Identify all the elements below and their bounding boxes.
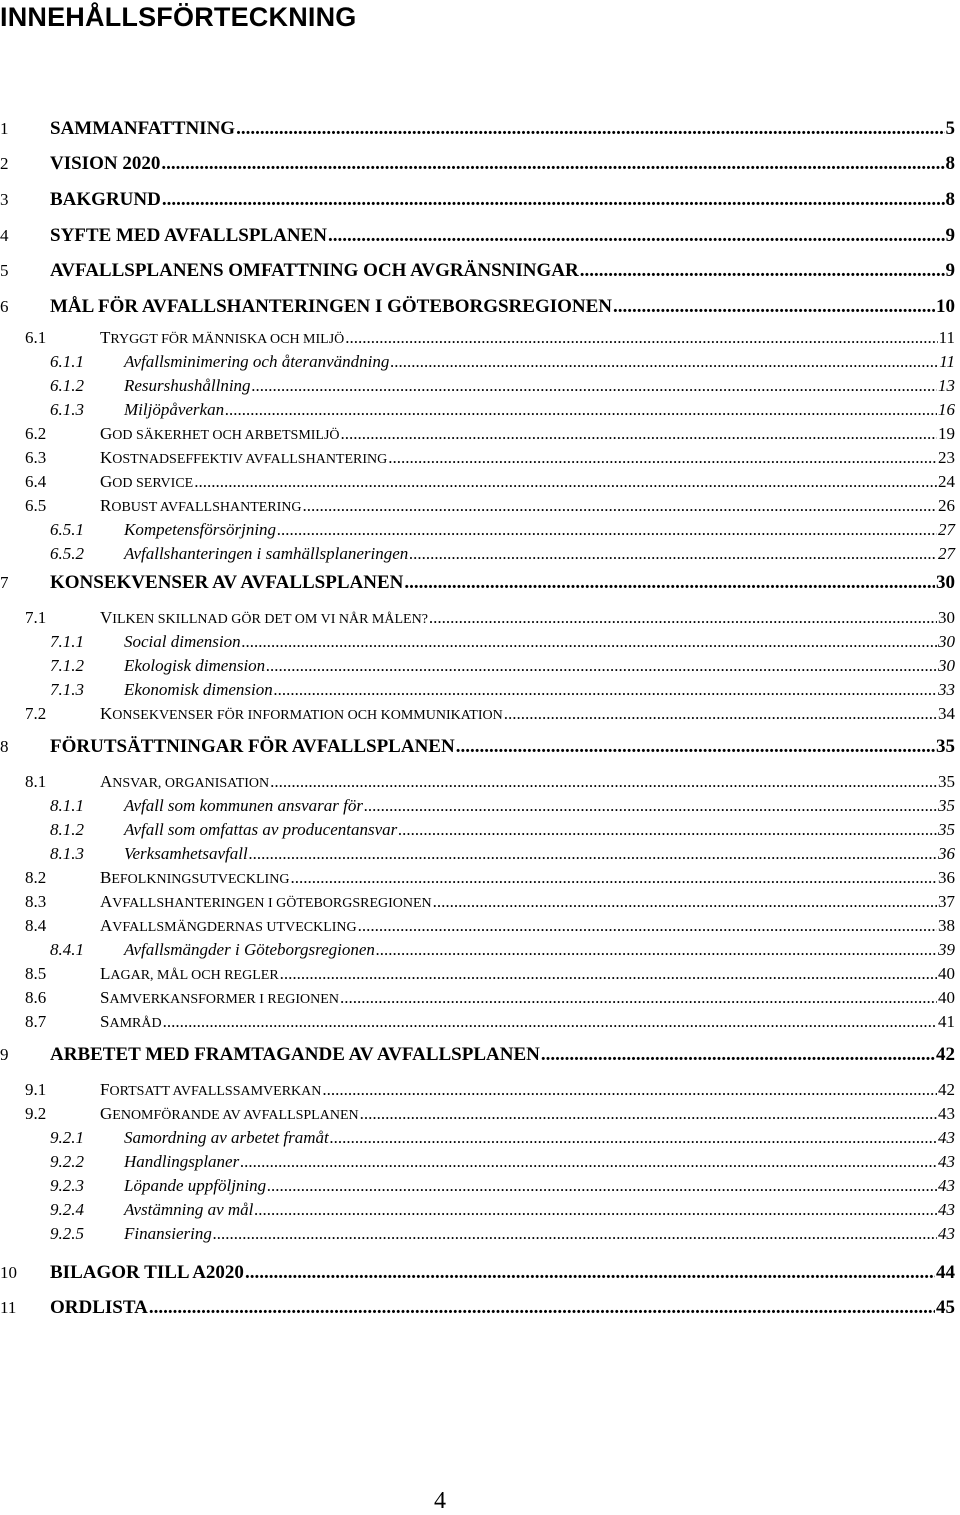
- toc-entry-number: 6.4: [25, 472, 47, 491]
- toc-entry-title: SAMRÅD: [100, 1012, 162, 1031]
- toc-entry-page: 42: [938, 1080, 955, 1099]
- toc-entry-page: 44: [936, 1262, 955, 1283]
- toc-entry-page: 30: [938, 632, 955, 651]
- toc-entry[interactable]: [0, 1078, 955, 1102]
- toc-entry-title: FORTSATT AVFALLSSAMVERKAN: [100, 1080, 322, 1099]
- toc-entry-title: KONSEKVENSER FÖR INFORMATION OCH KOMMUNIKATION: [100, 704, 503, 723]
- toc-entry[interactable]: [0, 842, 955, 866]
- toc-entry-number: 6.1.1: [50, 352, 84, 371]
- toc-entry-page: 43: [938, 1128, 955, 1147]
- toc-entry[interactable]: [0, 374, 955, 398]
- toc-entry-title: LAGAR, MÅL OCH REGLER: [100, 964, 279, 983]
- toc-entry[interactable]: [0, 818, 955, 842]
- toc-entry[interactable]: [0, 259, 955, 283]
- dot-leader: [613, 295, 935, 319]
- toc-entry-title: Handlingsplaner: [124, 1152, 240, 1171]
- toc-entry-number: 8.3: [25, 892, 47, 911]
- toc-entry-page: 30: [938, 608, 955, 627]
- toc-entry-number: 9.2.2: [50, 1152, 84, 1171]
- dot-leader: [236, 117, 944, 141]
- toc-entry-title: Samordning av arbetet framåt: [124, 1128, 329, 1147]
- toc-entry-title: GENOMFÖRANDE AV AVFALLSPLANEN: [100, 1104, 359, 1123]
- dot-leader: [340, 986, 937, 1010]
- toc-entry-number: 8.7: [25, 1012, 47, 1031]
- toc-entry-page: 43: [938, 1200, 955, 1219]
- toc-entry-number: 8.1: [25, 772, 47, 791]
- dot-leader: [433, 890, 937, 914]
- dot-leader: [360, 1102, 937, 1126]
- toc-entry-page: 8: [945, 153, 955, 174]
- toc-entry[interactable]: [0, 1261, 955, 1285]
- toc-entry-title: KONSEKVENSER AV AVFALLSPLANEN: [50, 572, 404, 593]
- dot-leader: [252, 374, 937, 398]
- dot-leader: [254, 1198, 937, 1222]
- toc-entry-page: 27: [938, 520, 955, 539]
- toc-entry[interactable]: [0, 446, 955, 470]
- toc-entry-title: BEFOLKNINGSUTVECKLING: [100, 868, 290, 887]
- toc-entry-page: 33: [938, 680, 955, 699]
- toc-entry[interactable]: [0, 494, 955, 518]
- toc-entry[interactable]: [0, 224, 955, 248]
- toc-entry-number: 9: [0, 1045, 9, 1064]
- toc-entry-page: 35: [938, 796, 955, 815]
- toc-entry[interactable]: [0, 1198, 955, 1222]
- dot-leader: [274, 678, 937, 702]
- toc-entry-title: Miljöpåverkan: [124, 400, 225, 419]
- toc-entry[interactable]: [0, 542, 955, 566]
- toc-entry-title: FÖRUTSÄTTNINGAR FÖR AVFALLSPLANEN: [50, 736, 455, 757]
- toc-entry-number: 7.1.1: [50, 632, 84, 651]
- toc-entry-title: Ekologisk dimension: [124, 656, 266, 675]
- toc-entry-page: 40: [938, 964, 955, 983]
- toc-entry-title: AVFALLSMÄNGDERNAS UTVECKLING: [100, 916, 357, 935]
- toc-entry-page: 11: [938, 328, 955, 347]
- toc-entry-title: Avfall som kommunen ansvarar för: [124, 796, 363, 815]
- toc-entry-number: 2: [0, 154, 9, 173]
- dot-leader: [330, 1126, 937, 1150]
- toc-entry-page: 39: [938, 940, 955, 959]
- toc-entry-number: 6.3: [25, 448, 47, 467]
- toc-entry-title: MÅL FÖR AVFALLSHANTERINGEN I GÖTEBORGSREGIONEN: [50, 296, 613, 317]
- toc-entry-number: 9.2.1: [50, 1128, 84, 1147]
- dot-leader: [388, 446, 937, 470]
- dot-leader: [398, 818, 937, 842]
- toc-entry[interactable]: [0, 1126, 955, 1150]
- toc-entry-page: 9: [945, 260, 955, 281]
- dot-leader: [541, 1043, 935, 1067]
- dot-leader: [161, 152, 944, 176]
- toc-entry-title: Avfallsminimering och återanvändning: [124, 352, 390, 371]
- toc-entry-page: 36: [938, 868, 955, 887]
- toc-entry-title: ROBUST AVFALLSHANTERING: [100, 496, 302, 515]
- dot-leader: [245, 1261, 935, 1285]
- dot-leader: [277, 518, 937, 542]
- dot-leader: [580, 259, 945, 283]
- toc-entry[interactable]: [0, 770, 955, 794]
- toc-entry[interactable]: [0, 1174, 955, 1198]
- toc-entry-page: 23: [938, 448, 955, 467]
- toc-entry-page: 27: [938, 544, 955, 563]
- toc-entry-page: 41: [938, 1012, 955, 1031]
- toc-entry[interactable]: [0, 938, 955, 962]
- toc-entry-number: 7: [0, 573, 9, 592]
- toc-entry-title: BILAGOR TILL A2020: [50, 1262, 244, 1283]
- toc-entry-number: 9.1: [25, 1080, 47, 1099]
- toc-entry-title: VISION 2020: [50, 153, 161, 174]
- dot-leader: [376, 938, 937, 962]
- toc-entry-number: 8.1.1: [50, 796, 84, 815]
- toc-entry-number: 6.5.1: [50, 520, 84, 539]
- toc-entry-number: 6: [0, 297, 9, 316]
- dot-leader: [328, 224, 945, 248]
- toc-entry[interactable]: [0, 1102, 955, 1126]
- toc-entry-page: 42: [936, 1044, 955, 1065]
- toc-entry-number: 8.1.3: [50, 844, 84, 863]
- toc-entry-title: ANSVAR, ORGANISATION: [100, 772, 270, 791]
- toc-entry-number: 9.2.3: [50, 1176, 84, 1195]
- dot-leader: [345, 326, 937, 350]
- dot-leader: [358, 914, 937, 938]
- toc-entry-title: Avfallsmängder i Göteborgsregionen: [124, 940, 375, 959]
- dot-leader: [404, 571, 935, 595]
- toc-entry-number: 7.1: [25, 608, 47, 627]
- toc-entry[interactable]: [0, 1296, 955, 1320]
- dot-leader: [162, 188, 945, 212]
- toc-entry[interactable]: [0, 702, 955, 726]
- dot-leader: [290, 866, 937, 890]
- toc-entry-number: 6.5: [25, 496, 47, 515]
- toc-entry-page: 45: [936, 1297, 955, 1318]
- toc-entry-number: 3: [0, 190, 9, 209]
- dot-leader: [194, 470, 937, 494]
- toc-entry-number: 6.2: [25, 424, 47, 443]
- toc-entry[interactable]: [0, 152, 955, 176]
- toc-entry[interactable]: [0, 1150, 955, 1174]
- toc-entry[interactable]: [0, 350, 955, 374]
- toc-entry-title: SYFTE MED AVFALLSPLANEN: [50, 225, 327, 246]
- toc-entry-title: AVFALLSHANTERINGEN I GÖTEBORGSREGIONEN: [100, 892, 432, 911]
- dot-leader: [322, 1078, 937, 1102]
- toc-entry[interactable]: [0, 117, 955, 141]
- toc-entry-number: 8: [0, 737, 9, 756]
- toc-entry-number: 1: [0, 119, 9, 138]
- toc-entry[interactable]: [0, 470, 955, 494]
- dot-leader: [213, 1222, 937, 1246]
- toc-entry-number: 6.1.2: [50, 376, 84, 395]
- toc-entry-title: GOD SERVICE: [100, 472, 194, 491]
- toc-entry[interactable]: [0, 866, 955, 890]
- toc-entry-title: GOD SÄKERHET OCH ARBETSMILJÖ: [100, 424, 340, 443]
- toc-entry-page: 19: [938, 424, 955, 443]
- toc-entry-page: 43: [938, 1176, 955, 1195]
- toc-entry[interactable]: [0, 630, 955, 654]
- toc-entry-number: 9.2.4: [50, 1200, 84, 1219]
- toc-entry-title: TRYGGT FÖR MÄNNISKA OCH MILJÖ: [100, 328, 345, 347]
- toc-entry-number: 8.4: [25, 916, 47, 935]
- toc-entry-title: Avstämning av mål: [124, 1200, 254, 1219]
- toc-entry-page: 26: [938, 496, 955, 515]
- dot-leader: [225, 398, 937, 422]
- toc-entry-title: Avfall som omfattas av producentansvar: [124, 820, 398, 839]
- toc-entry-number: 8.5: [25, 964, 47, 983]
- dot-leader: [163, 1010, 937, 1034]
- toc-entry-title: SAMVERKANSFORMER I REGIONEN: [100, 988, 339, 1007]
- toc-entry-number: 5: [0, 261, 9, 280]
- dot-leader: [267, 1174, 937, 1198]
- toc-entry-title: Social dimension: [124, 632, 241, 651]
- toc-entry-page: 9: [945, 225, 955, 246]
- dot-leader: [240, 1150, 937, 1174]
- toc-entry-number: 11: [0, 1298, 17, 1317]
- toc-entry-title: KOSTNADSEFFEKTIV AVFALLSHANTERING: [100, 448, 388, 467]
- toc-entry-number: 7.1.3: [50, 680, 84, 699]
- toc-entry-page: 30: [938, 656, 955, 675]
- dot-leader: [364, 794, 937, 818]
- dot-leader: [429, 606, 937, 630]
- toc-entry[interactable]: [0, 188, 955, 212]
- dot-leader: [266, 654, 937, 678]
- dot-leader: [341, 422, 937, 446]
- dot-leader: [409, 542, 937, 566]
- toc-entry[interactable]: [0, 654, 955, 678]
- toc-entry[interactable]: [0, 914, 955, 938]
- toc-entry-title: Finansiering: [124, 1224, 212, 1243]
- toc-entry-title: Resurshushållning: [124, 376, 251, 395]
- toc-entry-page: 43: [938, 1104, 955, 1123]
- dot-leader: [249, 842, 937, 866]
- toc-entry-page: 5: [945, 118, 955, 139]
- dot-leader: [456, 735, 935, 759]
- toc-entry[interactable]: [0, 518, 955, 542]
- toc-entry-title: Kompetensförsörjning: [124, 520, 277, 539]
- toc-entry-page: 36: [938, 844, 955, 863]
- toc-entry[interactable]: [0, 678, 955, 702]
- toc-entry-page: 16: [938, 400, 955, 419]
- toc-entry-title: VILKEN SKILLNAD GÖR DET OM VI NÅR MÅLEN?: [100, 608, 428, 627]
- dot-leader: [504, 702, 937, 726]
- toc-entry-title: AVFALLSPLANENS OMFATTNING OCH AVGRÄNSNINGAR: [50, 260, 579, 281]
- toc-entry-title: Verksamhetsavfall: [124, 844, 248, 863]
- toc-entry-title: Löpande uppföljning: [124, 1176, 267, 1195]
- toc-entry-page: 13: [938, 376, 955, 395]
- toc-entry-number: 6.1.3: [50, 400, 84, 419]
- toc-entry[interactable]: [0, 1222, 955, 1246]
- toc-entry-title: Avfallshanteringen i samhällsplaneringen: [124, 544, 409, 563]
- toc-entry[interactable]: [0, 295, 955, 319]
- page-title: INNEHÅLLSFÖRTECKNING: [0, 2, 357, 32]
- toc-entry-number: 9.2: [25, 1104, 47, 1123]
- toc-entry[interactable]: [0, 986, 955, 1010]
- toc-entry[interactable]: [0, 794, 955, 818]
- page-number: 4: [434, 1488, 446, 1514]
- toc-entry[interactable]: [0, 398, 955, 422]
- toc-entry-number: 7.1.2: [50, 656, 84, 675]
- toc-entry[interactable]: [0, 890, 955, 914]
- toc-entry-number: 6.1: [25, 328, 47, 347]
- toc-entry-number: 10: [0, 1263, 17, 1282]
- toc-entry-number: 9.2.5: [50, 1224, 84, 1243]
- toc-entry[interactable]: [0, 962, 955, 986]
- toc-entry-page: 35: [938, 772, 955, 791]
- toc-entry[interactable]: [0, 571, 955, 595]
- toc-entry-page: 35: [938, 820, 955, 839]
- toc-entry-page: 43: [938, 1152, 955, 1171]
- toc-entry-title: SAMMANFATTNING: [50, 118, 236, 139]
- toc-entry-title: ARBETET MED FRAMTAGANDE AV AVFALLSPLANEN: [50, 1044, 540, 1065]
- toc-entry-number: 4: [0, 226, 9, 245]
- toc-entry-page: 10: [936, 296, 955, 317]
- toc-entry-title: Ekonomisk dimension: [124, 680, 273, 699]
- toc-entry[interactable]: [0, 735, 955, 759]
- toc-entry-page: 38: [938, 916, 955, 935]
- toc-entry-page: 40: [938, 988, 955, 1007]
- toc-entry-number: 8.1.2: [50, 820, 84, 839]
- toc-entry-number: 8.4.1: [50, 940, 84, 959]
- dot-leader: [280, 962, 937, 986]
- toc-entry-number: 6.5.2: [50, 544, 84, 563]
- toc-entry-number: 7.2: [25, 704, 47, 723]
- toc-entry-page: 30: [936, 572, 955, 593]
- toc-entry[interactable]: [0, 326, 955, 350]
- dot-leader: [270, 770, 937, 794]
- toc-entry-title: ORDLISTA: [50, 1297, 148, 1318]
- toc-entry[interactable]: [0, 1043, 955, 1067]
- toc-entry[interactable]: [0, 422, 955, 446]
- toc-entry-page: 43: [938, 1224, 955, 1243]
- dot-leader: [242, 630, 937, 654]
- toc-entry-number: 8.6: [25, 988, 47, 1007]
- dot-leader: [390, 350, 938, 374]
- toc-entry-page: 34: [938, 704, 955, 723]
- toc-entry[interactable]: [0, 606, 955, 630]
- toc-entry[interactable]: [0, 1010, 955, 1034]
- dot-leader: [303, 494, 937, 518]
- toc-entry-page: 8: [945, 189, 955, 210]
- toc-entry-page: 24: [938, 472, 955, 491]
- toc-entry-number: 8.2: [25, 868, 47, 887]
- toc-entry-page: 35: [936, 736, 955, 757]
- toc-entry-page: 37: [938, 892, 955, 911]
- toc-entry-page: 11: [939, 352, 955, 371]
- dot-leader: [149, 1296, 935, 1320]
- toc-entry-title: BAKGRUND: [50, 189, 161, 210]
